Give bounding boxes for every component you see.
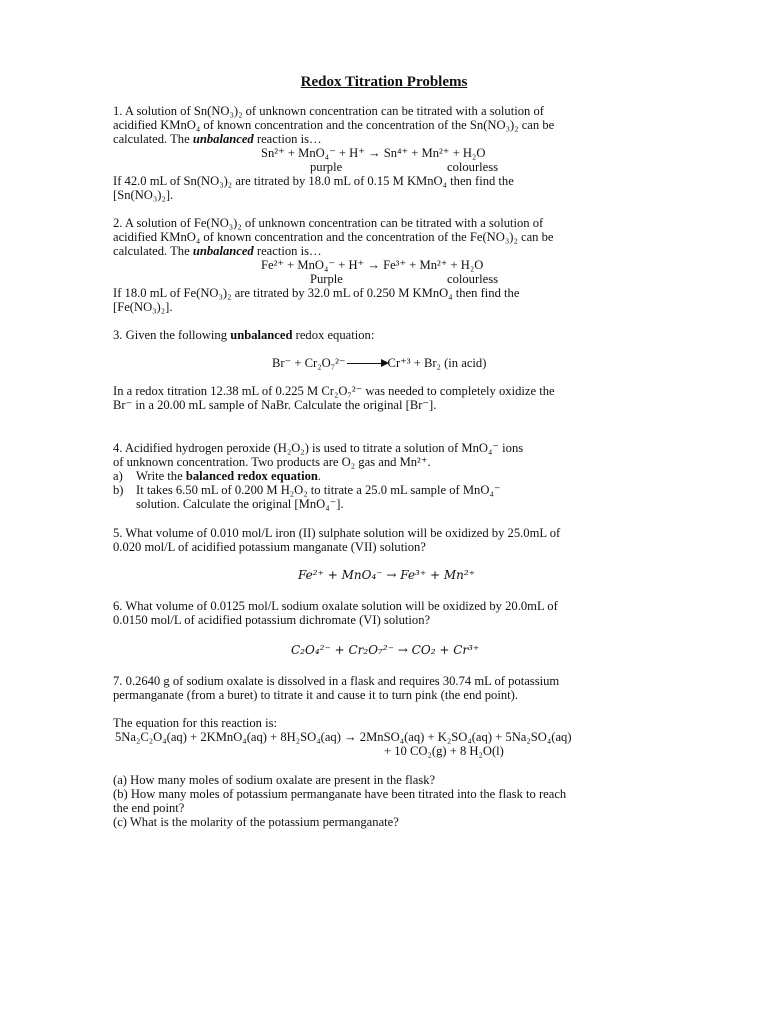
q2-line-3-c: reaction is…	[253, 244, 322, 258]
q4-item-b-line-2: solution. Calculate the original [MnO₄⁻].	[136, 497, 344, 511]
q2-label-colourless: colourless	[447, 272, 499, 286]
q4-item-a	[136, 469, 321, 483]
q3-line-3: Br⁻ in a 20.00 mL sample of NaBr. Calculate the original [Br⁻].	[113, 398, 437, 412]
q7-line-3: The equation for this reaction is:	[113, 716, 278, 730]
q6-line-1: 6. What volume of 0.0125 mol/L sodium oxalate solution will be oxidized by 20.0mL of	[113, 599, 558, 613]
q4-a-text-1: Write the	[136, 469, 186, 483]
q2-unbalanced: unbalanced	[192, 244, 254, 258]
q7-equation-line-2: + 10 CO₂(g) + 8 H₂O(l)	[384, 744, 504, 758]
q3-equation	[272, 356, 486, 370]
q7-equation-line-1: 5Na₂C₂O₄(aq) + 2KMnO₄(aq) + 8H₂SO₄(aq) → 2MnSO₄(aq) + K₂SO₄(aq) + 5Na₂SO₄(aq)	[115, 730, 572, 744]
q4-item-b-mark: b)	[113, 483, 124, 497]
q7-line-1: 7. 0.2640 g of sodium oxalate is dissolved in a flask and requires 30.74 mL of potassium	[113, 674, 560, 688]
q1-line-3-a: calculated. The	[113, 132, 193, 146]
q3-line-1-a: 3. Given the following	[113, 328, 231, 342]
q7-question-c: (c) What is the molarity of the potassium permanganate?	[113, 815, 399, 829]
q4-item-b-line-1: It takes 6.50 mL of 0.200 M H₂O₂ to titrate a 25.0 mL sample of MnO₄⁻	[136, 483, 501, 497]
q3-line-1	[113, 328, 374, 342]
page-title: Redox Titration Problems	[300, 74, 468, 90]
q4-item-a-mark: a)	[113, 469, 123, 483]
right-arrow-icon	[347, 363, 387, 364]
q3-eq-right: Cr⁺³ + Br₂ (in acid)	[387, 356, 487, 370]
q4-a-bold: balanced redox equation	[185, 469, 318, 483]
q2-label-purple: Purple	[310, 272, 343, 286]
q1-label-purple: purple	[310, 160, 343, 174]
q4-line-2: of unknown concentration. Two products are O₂ gas and Mn²⁺.	[113, 455, 431, 469]
q2-line-3	[113, 244, 322, 258]
q7-line-2: permanganate (from a buret) to titrate it and cause it to turn pink (the end point).	[113, 688, 518, 702]
q2-line-4: If 18.0 mL of Fe(NO₃)₂ are titrated by 32.0 mL of 0.250 M KMnO₄ then find the	[113, 286, 520, 300]
q4-line-1: 4. Acidified hydrogen peroxide (H₂O₂) is used to titrate a solution of MnO₄⁻ ions	[113, 441, 524, 455]
q1-line-5: [Sn(NO₃)₂].	[113, 188, 174, 202]
q7-question-b-line-2: the end point?	[113, 801, 185, 815]
q5-line-2: 0.020 mol/L of acidified potassium manganate (VII) solution?	[113, 540, 426, 554]
q5-line-1: 5. What volume of 0.010 mol/L iron (II) sulphate solution will be oxidized by 25.0mL of	[113, 526, 561, 540]
q2-line-1: 2. A solution of Fe(NO₃)₂ of unknown concentration can be titrated with a solution of	[113, 216, 544, 230]
q3-line-2: In a redox titration 12.38 mL of 0.225 M Cr₂O₇²⁻ was needed to completely oxidize the	[113, 384, 555, 398]
q1-line-1: 1. A solution of Sn(NO₃)₂ of unknown concentration can be titrated with a solution of	[113, 104, 544, 118]
q5-equation: Fe²⁺ + MnO₄⁻ → Fe³⁺ + Mn²⁺	[298, 568, 476, 582]
q2-line-2: acidified KMnO₄ of known concentration and the concentration of the Fe(NO₃)₂ can be	[113, 230, 554, 244]
q3-unbalanced: unbalanced	[230, 328, 293, 342]
q7-question-a: (a) How many moles of sodium oxalate are present in the flask?	[113, 773, 436, 787]
q2-line-5: [Fe(NO₃)₂].	[113, 300, 173, 314]
q2-line-3-a: calculated. The	[113, 244, 193, 258]
q3-line-1-c: redox equation:	[292, 328, 375, 342]
q1-label-colourless: colourless	[447, 160, 499, 174]
q4-a-text-3: .	[317, 469, 322, 483]
q2-equation: Fe²⁺ + MnO₄⁻ + H⁺ → Fe³⁺ + Mn²⁺ + H₂O	[261, 258, 484, 272]
q1-line-3-c: reaction is…	[253, 132, 322, 146]
q1-line-2: acidified KMnO₄ of known concentration and the concentration of the Sn(NO₃)₂ can be	[113, 118, 555, 132]
q1-line-3	[113, 132, 322, 146]
q1-line-4: If 42.0 mL of Sn(NO₃)₂ are titrated by 18.0 mL of 0.15 M KMnO₄ then find the	[113, 174, 514, 188]
q6-line-2: 0.0150 mol/L of acidified potassium dichromate (VI) solution?	[113, 613, 431, 627]
q6-equation: C₂O₄²⁻ + Cr₂O₇²⁻ → CO₂ + Cr³⁺	[291, 643, 480, 657]
q1-unbalanced: unbalanced	[192, 132, 254, 146]
q3-eq-left: Br⁻ + Cr₂O₇²⁻	[272, 356, 346, 370]
q1-equation: Sn²⁺ + MnO₄⁻ + H⁺ → Sn⁴⁺ + Mn²⁺ + H₂O	[261, 146, 486, 160]
q7-question-b-line-1: (b) How many moles of potassium permanganate have been titrated into the flask to reach	[113, 787, 567, 801]
